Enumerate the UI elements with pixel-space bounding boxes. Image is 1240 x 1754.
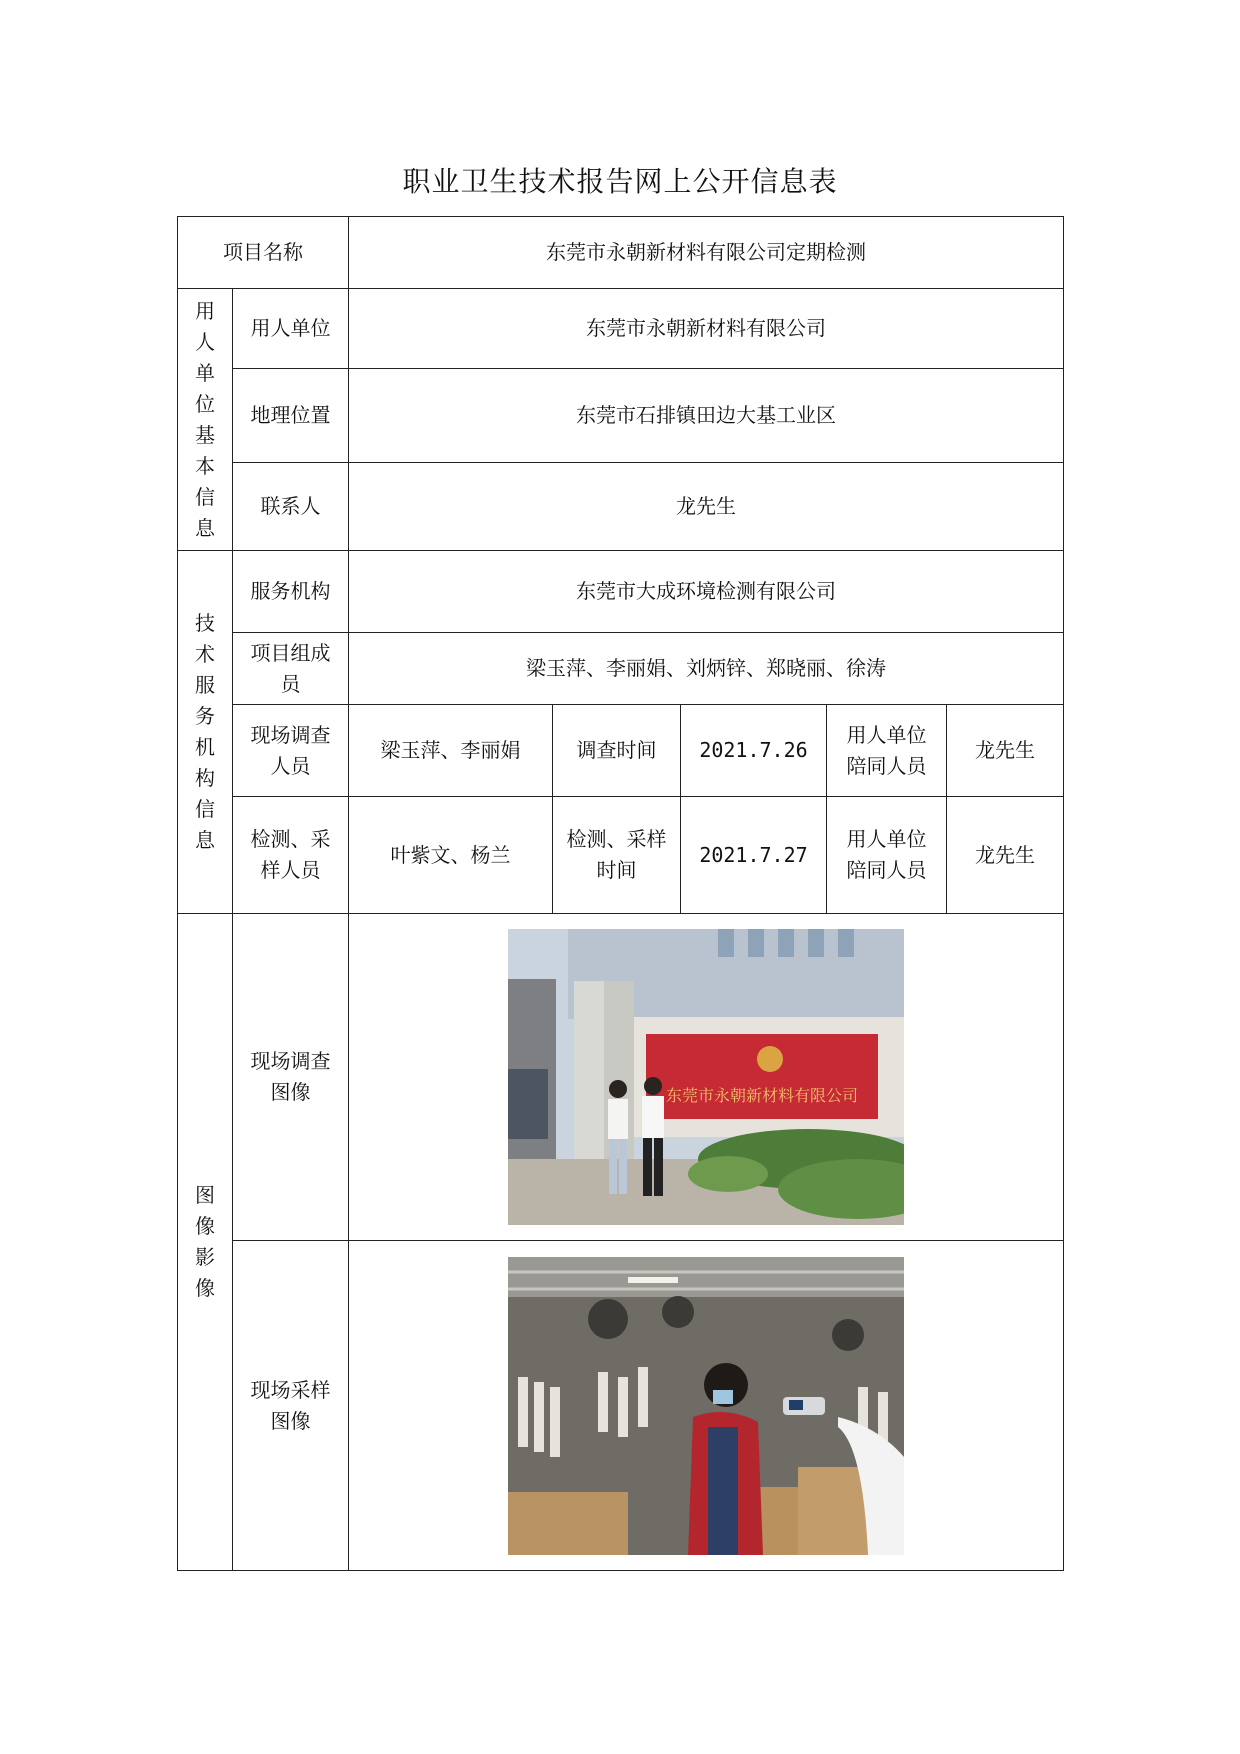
employer-unit-value: 东莞市永朝新材料有限公司: [349, 289, 1064, 369]
service-org-label: 服务机构: [233, 551, 349, 633]
survey-escort-label: 用人单位 陪同人员: [827, 705, 947, 797]
employer-contact-value: 龙先生: [349, 463, 1064, 551]
row-employer-contact: [178, 463, 1064, 551]
project-name-value: 东莞市永朝新材料有限公司定期检测: [349, 217, 1064, 289]
service-section-label: 技 术 服 务 机 构 信 息: [178, 551, 233, 914]
row-service-members: [178, 633, 1064, 705]
survey-escort-value: 龙先生: [947, 705, 1064, 797]
employer-section-label: 用 人 单 位 基 本 信 息: [178, 289, 233, 551]
company-sign: [646, 1034, 878, 1119]
row-employer-location: [178, 369, 1064, 463]
sampling-photo: [508, 1257, 904, 1555]
service-members-label: 项目组成 员: [233, 633, 349, 705]
survey-photo: [508, 929, 904, 1225]
page-title: 职业卫生技术报告网上公开信息表: [402, 165, 838, 198]
row-service-org: [178, 551, 1064, 633]
employer-location-value: 东莞市石排镇田边大基工业区: [349, 369, 1064, 463]
service-org-value: 东莞市大成环境检测有限公司: [349, 551, 1064, 633]
survey-staff-value: 梁玉萍、李丽娟: [349, 705, 553, 797]
info-table: [177, 216, 1064, 1571]
sampling-image-label: 现场采样 图像: [233, 1241, 349, 1571]
survey-time-label: 调查时间: [553, 705, 681, 797]
sampling-escort-label: 用人单位 陪同人员: [827, 797, 947, 914]
row-survey-image: [178, 914, 1064, 1241]
survey-image-cell: [349, 914, 1064, 1241]
row-sampling: [178, 797, 1064, 914]
sampling-staff-value: 叶紫文、杨兰: [349, 797, 553, 914]
survey-staff-label: 现场调查 人员: [233, 705, 349, 797]
service-members-value: 梁玉萍、李丽娟、刘炳锌、郑晓丽、徐涛: [349, 633, 1064, 705]
images-section-label: 图 像 影 像: [178, 914, 233, 1571]
survey-time-value: 2021.7.26: [681, 705, 827, 797]
employer-unit-label: 用人单位: [233, 289, 349, 369]
row-employer-unit: [178, 289, 1064, 369]
row-sampling-image: [178, 1241, 1064, 1571]
employer-location-label: 地理位置: [233, 369, 349, 463]
row-project: [178, 217, 1064, 289]
survey-image-label: 现场调查 图像: [233, 914, 349, 1241]
project-name-label: 项目名称: [178, 217, 349, 289]
employer-contact-label: 联系人: [233, 463, 349, 551]
sampling-escort-value: 龙先生: [947, 797, 1064, 914]
sign-text: 东莞市永朝新材料有限公司: [666, 1086, 859, 1105]
sampling-time-label: 检测、采样 时间: [553, 797, 681, 914]
row-survey: [178, 705, 1064, 797]
sampling-image-cell: [349, 1241, 1064, 1571]
sampling-staff-label: 检测、采 样人员: [233, 797, 349, 914]
sampling-time-value: 2021.7.27: [681, 797, 827, 914]
